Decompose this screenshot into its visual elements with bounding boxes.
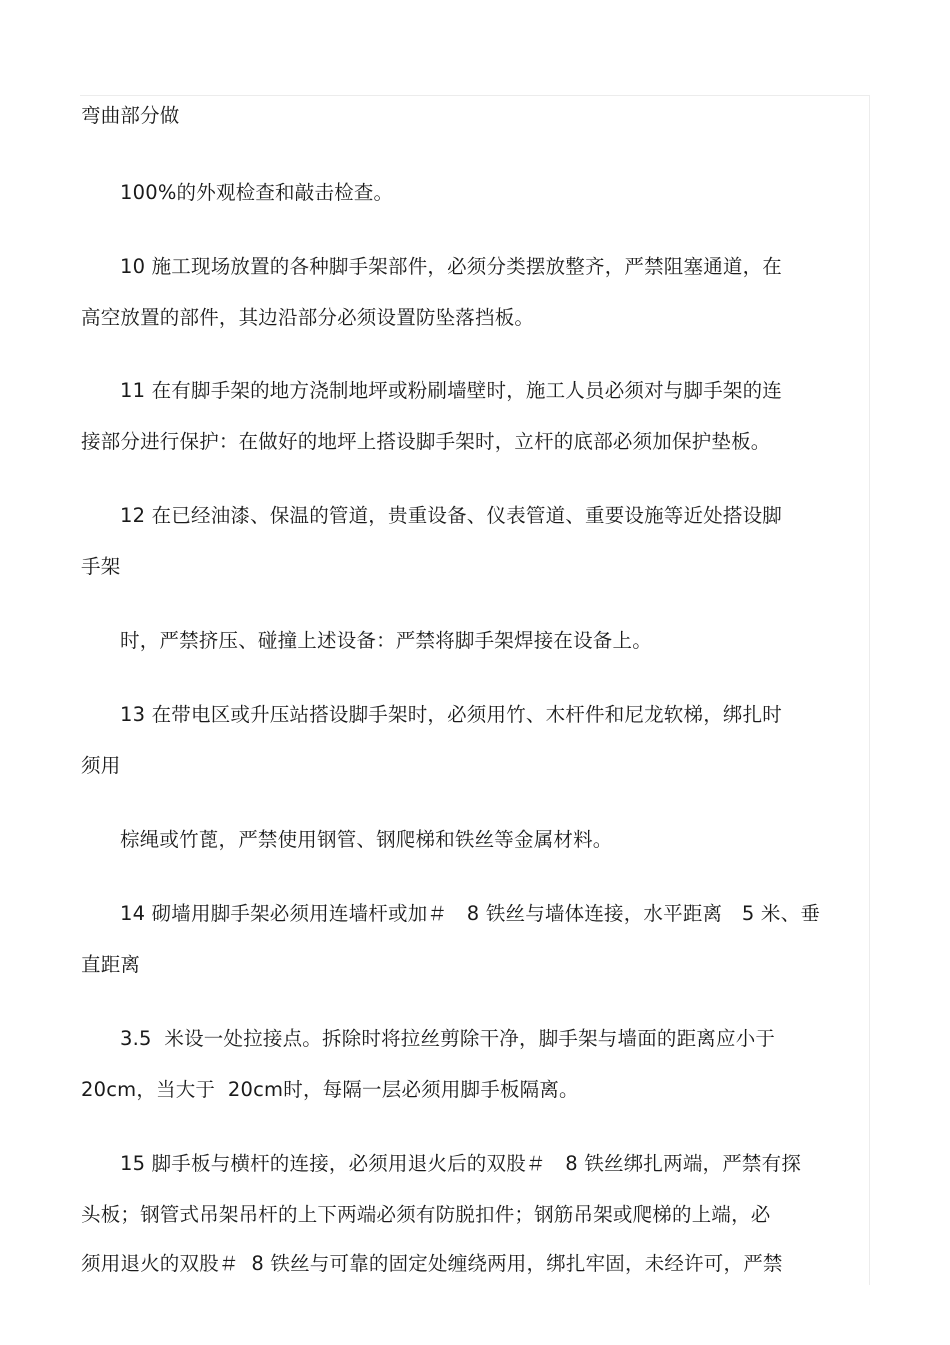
text-line: 高空放置的部件，其边沿部分必须设置防坠落挡板。 — [81, 306, 535, 329]
text-line: 手架 — [81, 555, 121, 578]
paragraph-10-start: 10 施工现场放置的各种脚手架部件，必须分类摆放整齐，严禁阻塞通道，在 — [120, 255, 783, 278]
text-line: 20cm，当大于 20cm时，每隔一层必须用脚手板隔离。 — [81, 1078, 579, 1101]
text-line: 100%的外观检查和敲击检查。 — [120, 181, 394, 204]
text-line: 3.5 米设一处拉接点。拆除时将拉丝剪除干净，脚手架与墙面的距离应小于 — [120, 1027, 776, 1050]
text-line: 须用 — [81, 754, 121, 777]
text-line: 头板；钢管式吊架吊杆的上下两端必须有防脱扣件；钢筋吊架或爬梯的上端，必 — [81, 1203, 771, 1226]
text-line: 时，严禁挤压、碰撞上述设备：严禁将脚手架焊接在设备上。 — [120, 629, 652, 652]
text-line: 棕绳或竹蓖，严禁使用钢管、钢爬梯和铁丝等金属材料。 — [120, 828, 613, 851]
paragraph-13-start: 13 在带电区或升压站搭设脚手架时，必须用竹、木杆件和尼龙软梯，绑扎时 — [120, 703, 783, 726]
paragraph-12-start: 12 在已经油漆、保温的管道，贵重设备、仪表管道、重要设施等近处搭设脚 — [120, 504, 783, 527]
text-line: 接部分进行保护：在做好的地坪上搭设脚手架时，立杆的底部必须加保护垫板。 — [81, 430, 771, 453]
paragraph-11-start: 11 在有脚手架的地方浇制地坪或粉刷墙壁时，施工人员必须对与脚手架的连 — [120, 379, 783, 402]
paragraph-15-start: 15 脚手板与横杆的连接，必须用退火后的双股＃ 8 铁丝绑扎两端，严禁有探 — [120, 1152, 802, 1175]
text-line: 直距离 — [81, 953, 141, 976]
text-line: 须用退火的双股＃ 8 铁丝与可靠的固定处缠绕两用，绑扎牢固，未经许可，严禁 — [81, 1252, 783, 1275]
paragraph-14-start: 14 砌墙用脚手架必须用连墙杆或加＃ 8 铁丝与墙体连接，水平距离 5 米、垂 — [120, 902, 821, 925]
text-line: 弯曲部分做 — [81, 104, 180, 127]
